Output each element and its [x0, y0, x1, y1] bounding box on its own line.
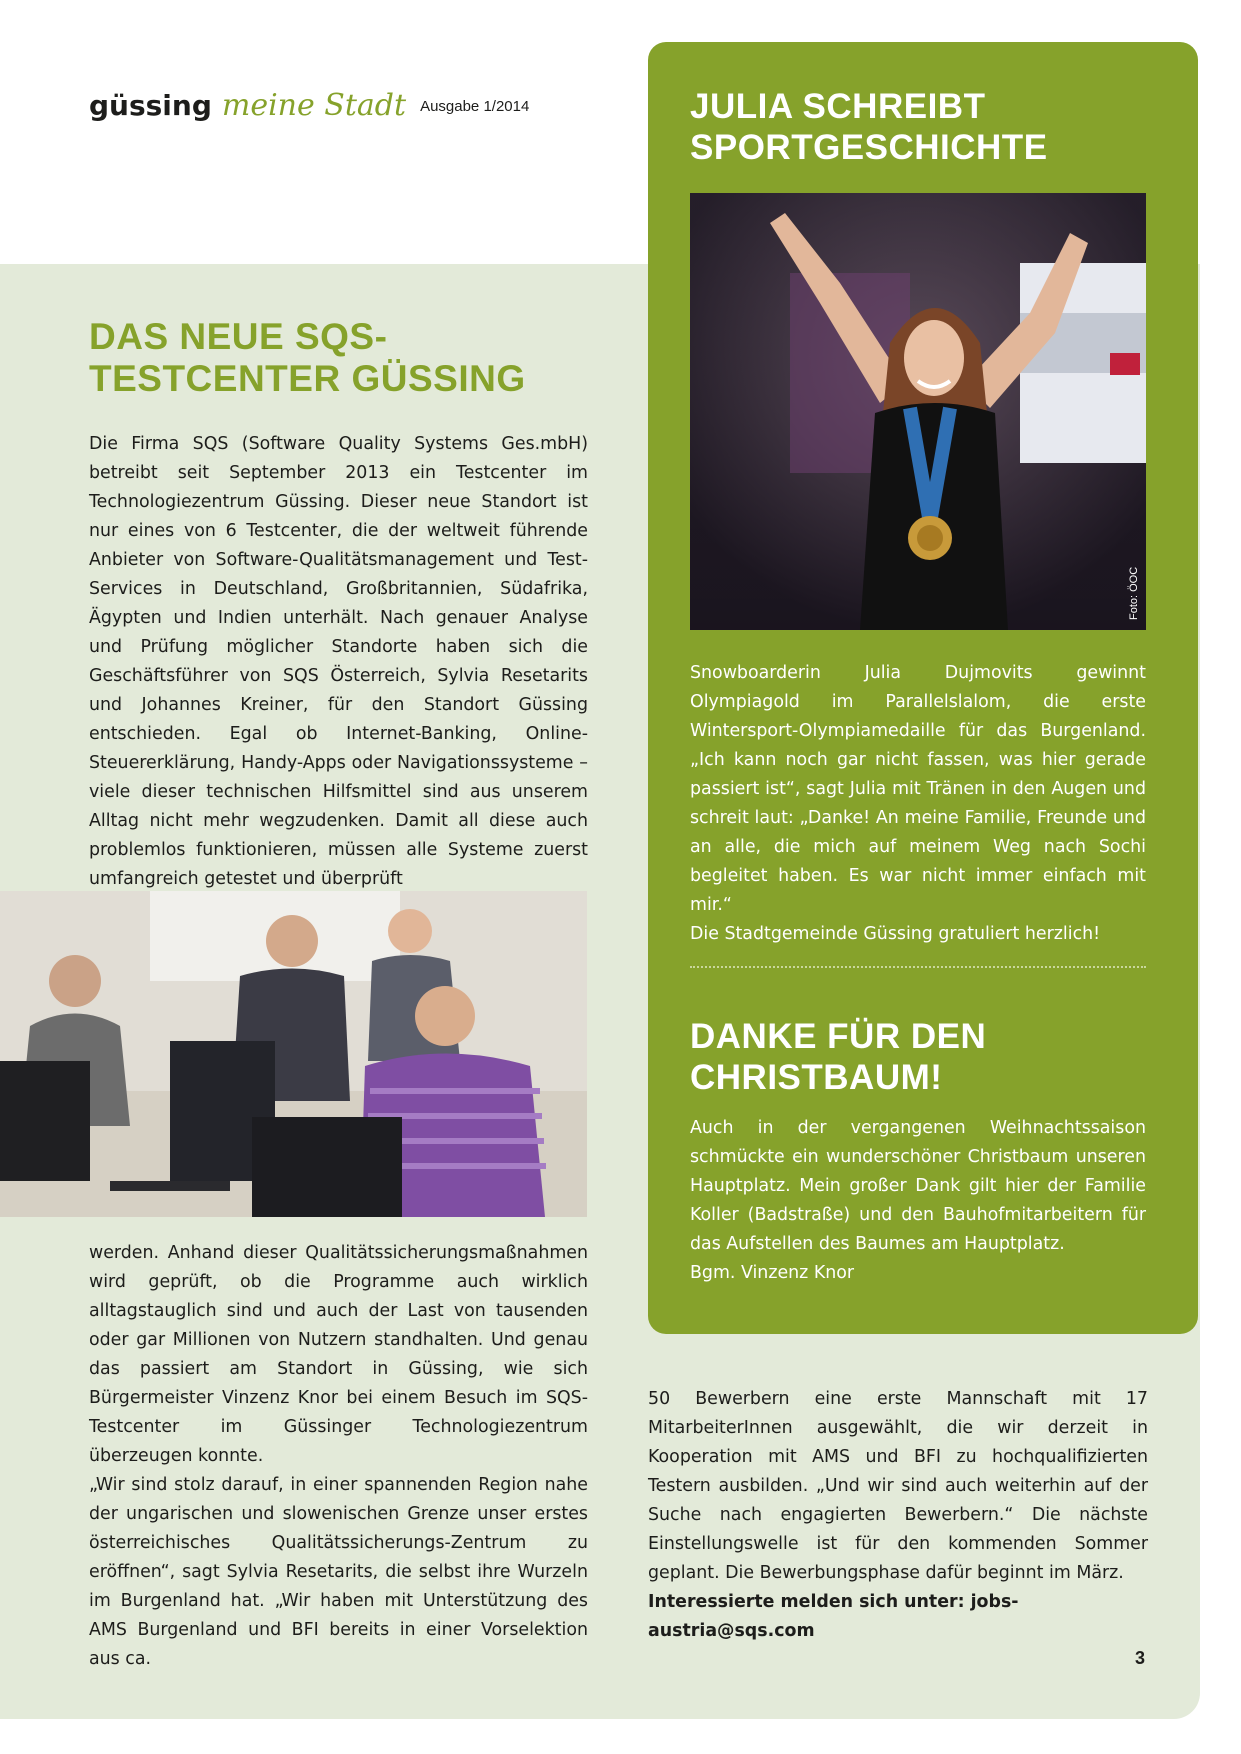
julia-photo	[690, 193, 1146, 630]
julia-headline	[690, 86, 1150, 168]
sqs-paragraph-2: werden. Anhand dieser Qualitätssicherungsmaßnahmen wird geprüft, ob die Programme auch wirklich alltagstauglich sind und auch der Last von tausenden oder gar Millionen von Nutzern standhalten. Und genau das passiert am Standort in Güssing, wie sich Bürgermeister Vinzenz Knor bei einem Besuch im SQS-Testcenter im Güssinger Technologiezentrum überzeugen konnte.	[89, 1243, 588, 1466]
sqs-paragraph-3: „Wir sind stolz darauf, in einer spannenden Region nahe der ungarischen und slowenischen Grenze unser erstes österreichisches Qualitätssicherungs-Zentrum zu eröffnen“, sagt Sylvia Resetarits, die selbst ihre Wurzeln im Burgenland hat. „Wir haben mit Unterstützung des AMS Burgenland und BFI bereits in einer Vorselektion aus ca.	[89, 1475, 588, 1669]
julia-article-text: Snowboarderin Julia Dujmovits gewinnt Olympiagold im Parallelslalom, die erste Wintersport-Olympiamedaille für das Burgenland. „Ich kann noch gar nicht fassen, was hier gerade passiert ist“, sagt Julia mit Tränen in den Augen und schreit laut: „Danke! An meine Familie, Freunde und an alle, die mich auf meinem Weg nach Sochi begleitet haben. Es war nicht immer einfach mit mir.“	[690, 663, 1146, 915]
sqs-article-column-1-top	[89, 430, 588, 894]
page-number: 3	[1135, 1648, 1146, 1668]
julia-article-body	[690, 659, 1146, 949]
sqs-office-photo	[0, 891, 587, 1217]
sqs-article-column-2	[648, 1385, 1148, 1646]
christbaum-signature: Bgm. Vinzenz Knor	[690, 1263, 855, 1283]
julia-title-line-2: SPORTGESCHICHTE	[690, 128, 1048, 167]
masthead-brand: güssing	[89, 89, 212, 122]
sqs-title-line-2: TESTCENTER GÜSSING	[89, 358, 526, 399]
christbaum-article-body	[690, 1114, 1146, 1288]
sqs-paragraph-4: 50 Bewerbern eine erste Mannschaft mit 17 MitarbeiterInnen ausgewählt, die wir derzeit in Kooperation mit AMS und BFI zu hochqualifizierten Testern ausbilden. „Und wir sind auch weiterhin auf der Suche nach engagierten Bewerbern.“ Die nächste Einstellungswelle ist für den kommenden Sommer geplant. Die Bewerbungsphase dafür beginnt im März.	[648, 1389, 1148, 1583]
sqs-headline	[89, 316, 609, 400]
julia-photo-illustration	[690, 193, 1146, 630]
section-divider	[690, 966, 1146, 968]
sqs-title-line-1: DAS NEUE SQS-	[89, 316, 388, 357]
office-photo-illustration	[0, 891, 587, 1217]
sqs-paragraph-1: Die Firma SQS (Software Quality Systems Ges.mbH) betreibt seit September 2013 ein Testcenter im Technologiezentrum Güssing. Dieser neue Standort ist nur eines von 6 Testcenter, die der weltweit führende Anbieter von Software-Qualitätsmanagement und Test-Services in Deutschland, Großbritannien, Südafrika, Ägypten und Indien unterhält. Nach genauer Analyse und Prüfung möglicher Standorte haben sich die Geschäftsführer von SQS Österreich, Sylvia Resetarits und Johannes Kreiner, für den Standort Güssing entschieden. Egal ob Internet-Banking, Online-Steuererklärung, Handy-Apps oder Navigationssysteme – viele dieser technischen Hilfsmittel sind aus unserem Alltag nicht mehr wegzudenken. Damit all diese auch problemlos funktionieren, müssen alle Systeme zuerst umfangreich getestet und überprüft	[89, 434, 588, 889]
masthead	[89, 88, 529, 123]
christbaum-title-line-1: DANKE FÜR DEN	[690, 1017, 987, 1056]
sqs-article-column-1-bottom	[89, 1239, 588, 1674]
photo-credit: Foto: ÖOC	[1128, 566, 1140, 620]
julia-article-closing: Die Stadtgemeinde Güssing gratuliert herzlich!	[690, 924, 1101, 944]
issue-label: Ausgabe 1/2014	[420, 98, 530, 115]
masthead-script-logo: meine Stadt	[221, 88, 407, 123]
julia-title-line-1: JULIA SCHREIBT	[690, 87, 986, 126]
christbaum-headline	[690, 1016, 1150, 1098]
sqs-contact: Interessierte melden sich unter: jobs-austria@sqs.com	[648, 1592, 1019, 1641]
christbaum-article-text: Auch in der vergangenen Weihnachtssaison schmückte ein wunderschöner Christbaum unseren Hauptplatz. Mein großer Dank gilt hier der Familie Koller (Badstraße) und den Bauhofmitarbeitern für das Aufstellen des Baumes am Hauptplatz.	[690, 1118, 1146, 1254]
christbaum-title-line-2: CHRISTBAUM!	[690, 1058, 943, 1097]
